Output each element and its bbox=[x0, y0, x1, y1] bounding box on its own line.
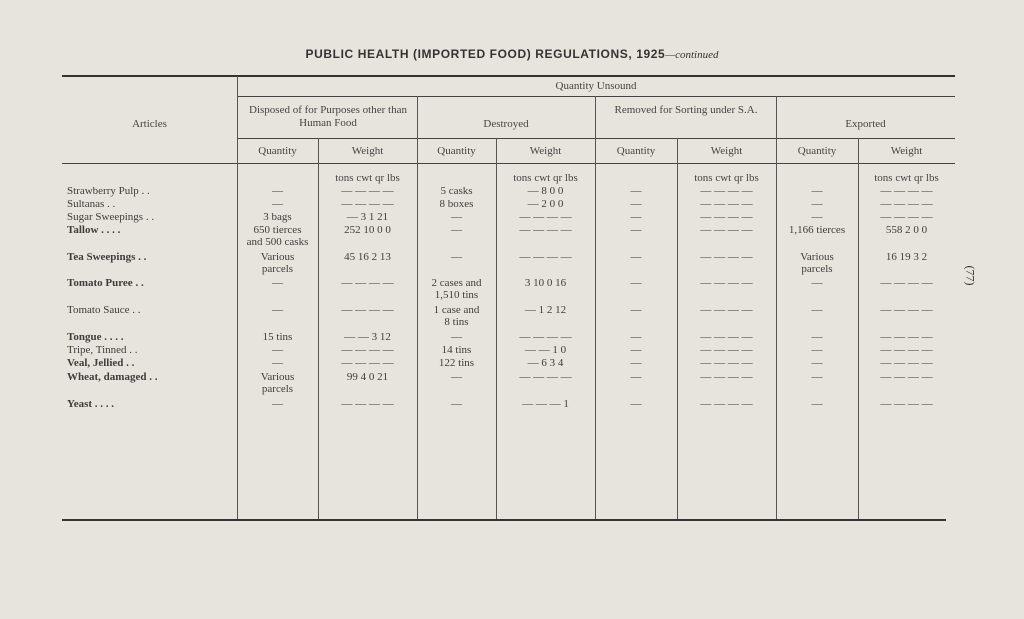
article-cell: Yeast . . . . bbox=[67, 398, 115, 410]
removed-quantity: — bbox=[630, 357, 642, 369]
quantity-header: Quantity bbox=[616, 145, 656, 157]
disposed-quantity: — bbox=[272, 277, 283, 289]
weight-header: Weight bbox=[710, 145, 743, 157]
exported-weight: 16 19 3 2 bbox=[885, 251, 928, 263]
group-header-rule bbox=[237, 138, 955, 139]
page-title bbox=[0, 47, 1024, 61]
disposed-weight: — — — — bbox=[341, 357, 394, 369]
removed-quantity: — bbox=[630, 344, 642, 356]
removed-quantity: — bbox=[630, 371, 642, 383]
disposed-quantity: — bbox=[272, 344, 283, 356]
exported-weight: — — — — bbox=[880, 331, 933, 343]
exported-quantity: 1,166 tierces bbox=[788, 224, 846, 236]
removed-quantity: — bbox=[630, 224, 642, 236]
disposed-weight: — — — — bbox=[341, 185, 394, 197]
article-cell: Tomato Puree . . bbox=[67, 277, 144, 289]
destroyed-weight: 3 10 0 16 bbox=[524, 277, 567, 289]
article-cell: Tripe, Tinned . . bbox=[67, 344, 138, 356]
exported-weight: — — — — bbox=[880, 211, 933, 223]
units-label: tons cwt qr lbs bbox=[874, 172, 939, 184]
destroyed-weight: — — — — bbox=[519, 371, 572, 383]
exported-quantity: — bbox=[811, 185, 823, 197]
disposed-weight: — — — — bbox=[341, 277, 394, 289]
destroyed-quantity: 1 case and bbox=[433, 304, 480, 316]
disposed-weight: — — — — bbox=[341, 344, 394, 356]
removed-quantity: — bbox=[630, 251, 642, 263]
units-label: tons cwt qr lbs bbox=[335, 172, 400, 184]
quantity-header: Quantity bbox=[797, 145, 837, 157]
disposed-quantity: — bbox=[272, 304, 283, 316]
removed-weight: — — — — bbox=[700, 304, 753, 316]
table-top-rule bbox=[62, 75, 955, 77]
exported-weight: — — — — bbox=[880, 277, 933, 289]
article-cell: Tea Sweepings . . bbox=[67, 251, 147, 263]
quantity-unsound-header: Quantity Unsound bbox=[555, 80, 637, 92]
article-cell: Veal, Jellied . . bbox=[67, 357, 135, 369]
weight-header: Weight bbox=[890, 145, 923, 157]
disposed-quantity: — bbox=[272, 185, 283, 197]
exported-weight: — — — — bbox=[880, 198, 933, 210]
destroyed-quantity: — bbox=[451, 251, 462, 263]
title-text: PUBLIC HEALTH (IMPORTED FOOD) REGULATIONS, 1925 bbox=[305, 47, 666, 61]
destroyed-header: Destroyed bbox=[483, 118, 529, 130]
removed-weight: — — — — bbox=[700, 185, 753, 197]
article-cell: Strawberry Pulp . . bbox=[67, 185, 150, 197]
disposed-quantity: Various bbox=[260, 251, 295, 263]
destroyed-weight: — — — — bbox=[519, 211, 572, 223]
weight-header: Weight bbox=[529, 145, 562, 157]
destroyed-quantity: 14 tins bbox=[441, 344, 472, 356]
disposed-weight: — — — — bbox=[341, 398, 394, 410]
destroyed-weight: — — 1 0 bbox=[524, 344, 567, 356]
destroyed-quantity: 8 tins bbox=[444, 316, 469, 328]
exported-quantity: — bbox=[811, 331, 823, 343]
disposed-quantity: Various bbox=[260, 371, 295, 383]
removed-weight: — — — — bbox=[700, 371, 753, 383]
removed-weight: — — — — bbox=[700, 357, 753, 369]
table-bottom-rule bbox=[62, 519, 946, 521]
weight-header: Weight bbox=[351, 145, 384, 157]
removed-weight: — — — — bbox=[700, 277, 753, 289]
disposed-quantity: 3 bags bbox=[263, 211, 292, 223]
article-cell: Sultanas . . bbox=[67, 198, 116, 210]
destroyed-quantity: 8 boxes bbox=[439, 198, 474, 210]
col-divider bbox=[237, 76, 238, 519]
removed-quantity: — bbox=[630, 331, 642, 343]
article-cell: Tomato Sauce . . bbox=[67, 304, 141, 316]
destroyed-quantity: 2 cases and bbox=[431, 277, 482, 289]
article-cell: Sugar Sweepings . . bbox=[67, 211, 155, 223]
title-suffix: —continued bbox=[665, 49, 719, 61]
removed-weight: — — — — bbox=[700, 251, 753, 263]
article-cell: Tallow . . . . bbox=[67, 224, 121, 236]
removed-quantity: — bbox=[630, 304, 642, 316]
destroyed-weight: — — — — bbox=[519, 251, 572, 263]
disposed-header: Disposed of for Purposes other than Human Food bbox=[249, 104, 407, 129]
removed-weight: — — — — bbox=[700, 198, 753, 210]
destroyed-quantity: — bbox=[451, 211, 462, 223]
disposed-weight: 252 10 0 0 bbox=[344, 224, 391, 236]
removed-quantity: — bbox=[630, 277, 642, 289]
removed-quantity: — bbox=[630, 185, 642, 197]
removed-weight: — — — — bbox=[700, 331, 753, 343]
exported-quantity: — bbox=[811, 277, 823, 289]
disposed-quantity: parcels bbox=[261, 263, 294, 275]
removed-weight: — — — — bbox=[700, 224, 753, 236]
disposed-quantity: — bbox=[272, 357, 283, 369]
removed-weight: — — — — bbox=[700, 211, 753, 223]
disposed-quantity: 650 tierces bbox=[253, 224, 302, 236]
destroyed-quantity: — bbox=[451, 331, 462, 343]
exported-quantity: — bbox=[811, 371, 823, 383]
exported-quantity: — bbox=[811, 304, 823, 316]
removed-quantity: — bbox=[630, 398, 642, 410]
exported-weight: 558 2 0 0 bbox=[885, 224, 928, 236]
exported-header: Exported bbox=[845, 118, 886, 130]
disposed-weight: — 3 1 21 bbox=[346, 211, 389, 223]
disposed-quantity: parcels bbox=[261, 383, 294, 395]
removed-weight: — — — — bbox=[700, 344, 753, 356]
destroyed-weight: — — — — bbox=[519, 331, 572, 343]
exported-quantity: — bbox=[811, 344, 823, 356]
exported-quantity: — bbox=[811, 198, 823, 210]
removed-header: Removed for Sorting under S.A. bbox=[614, 104, 758, 116]
disposed-weight: — — — — bbox=[341, 304, 394, 316]
destroyed-weight: — 2 0 0 bbox=[527, 198, 564, 210]
articles-header: Articles bbox=[132, 118, 167, 130]
disposed-weight: — — — — bbox=[341, 198, 394, 210]
disposed-quantity: — bbox=[272, 398, 283, 410]
units-label: tons cwt qr lbs bbox=[513, 172, 578, 184]
page-number: (77) bbox=[963, 265, 978, 286]
column-header-rule bbox=[62, 163, 955, 164]
units-label: tons cwt qr lbs bbox=[694, 172, 759, 184]
destroyed-quantity: 1,510 tins bbox=[434, 289, 479, 301]
exported-weight: — — — — bbox=[880, 398, 933, 410]
destroyed-weight: — 1 2 12 bbox=[524, 304, 567, 316]
exported-weight: — — — — bbox=[880, 304, 933, 316]
removed-quantity: — bbox=[630, 198, 642, 210]
disposed-weight: 45 16 2 13 bbox=[344, 251, 391, 263]
removed-weight: — — — — bbox=[700, 398, 753, 410]
disposed-quantity: 15 tins bbox=[262, 331, 293, 343]
exported-weight: — — — — bbox=[880, 371, 933, 383]
destroyed-weight: — — — — bbox=[519, 224, 572, 236]
article-cell: Tongue . . . . bbox=[67, 331, 124, 343]
article-cell: Wheat, damaged . . bbox=[67, 371, 158, 383]
destroyed-quantity: — bbox=[451, 371, 462, 383]
destroyed-quantity: — bbox=[451, 398, 462, 410]
destroyed-quantity: 122 tins bbox=[438, 357, 475, 369]
disposed-weight: — — 3 12 bbox=[344, 331, 391, 343]
disposed-quantity: and 500 casks bbox=[246, 236, 309, 248]
disposed-weight: 99 4 0 21 bbox=[346, 371, 389, 383]
destroyed-weight: — 8 0 0 bbox=[527, 185, 564, 197]
exported-weight: — — — — bbox=[880, 344, 933, 356]
quantity-header: Quantity bbox=[437, 145, 476, 157]
destroyed-weight: — — — 1 bbox=[522, 398, 569, 410]
exported-weight: — — — — bbox=[880, 357, 933, 369]
exported-weight: — — — — bbox=[880, 185, 933, 197]
exported-quantity: — bbox=[811, 398, 823, 410]
exported-quantity: parcels bbox=[801, 263, 833, 275]
destroyed-weight: — 6 3 4 bbox=[527, 357, 564, 369]
destroyed-quantity: — bbox=[451, 224, 462, 236]
disposed-quantity: — bbox=[272, 198, 283, 210]
quantity-header: Quantity bbox=[258, 145, 297, 157]
exported-quantity: — bbox=[811, 357, 823, 369]
exported-quantity: Various bbox=[800, 251, 834, 263]
exported-quantity: — bbox=[811, 211, 823, 223]
quantity-unsound-rule bbox=[237, 96, 955, 97]
removed-quantity: — bbox=[630, 211, 642, 223]
destroyed-quantity: 5 casks bbox=[440, 185, 473, 197]
